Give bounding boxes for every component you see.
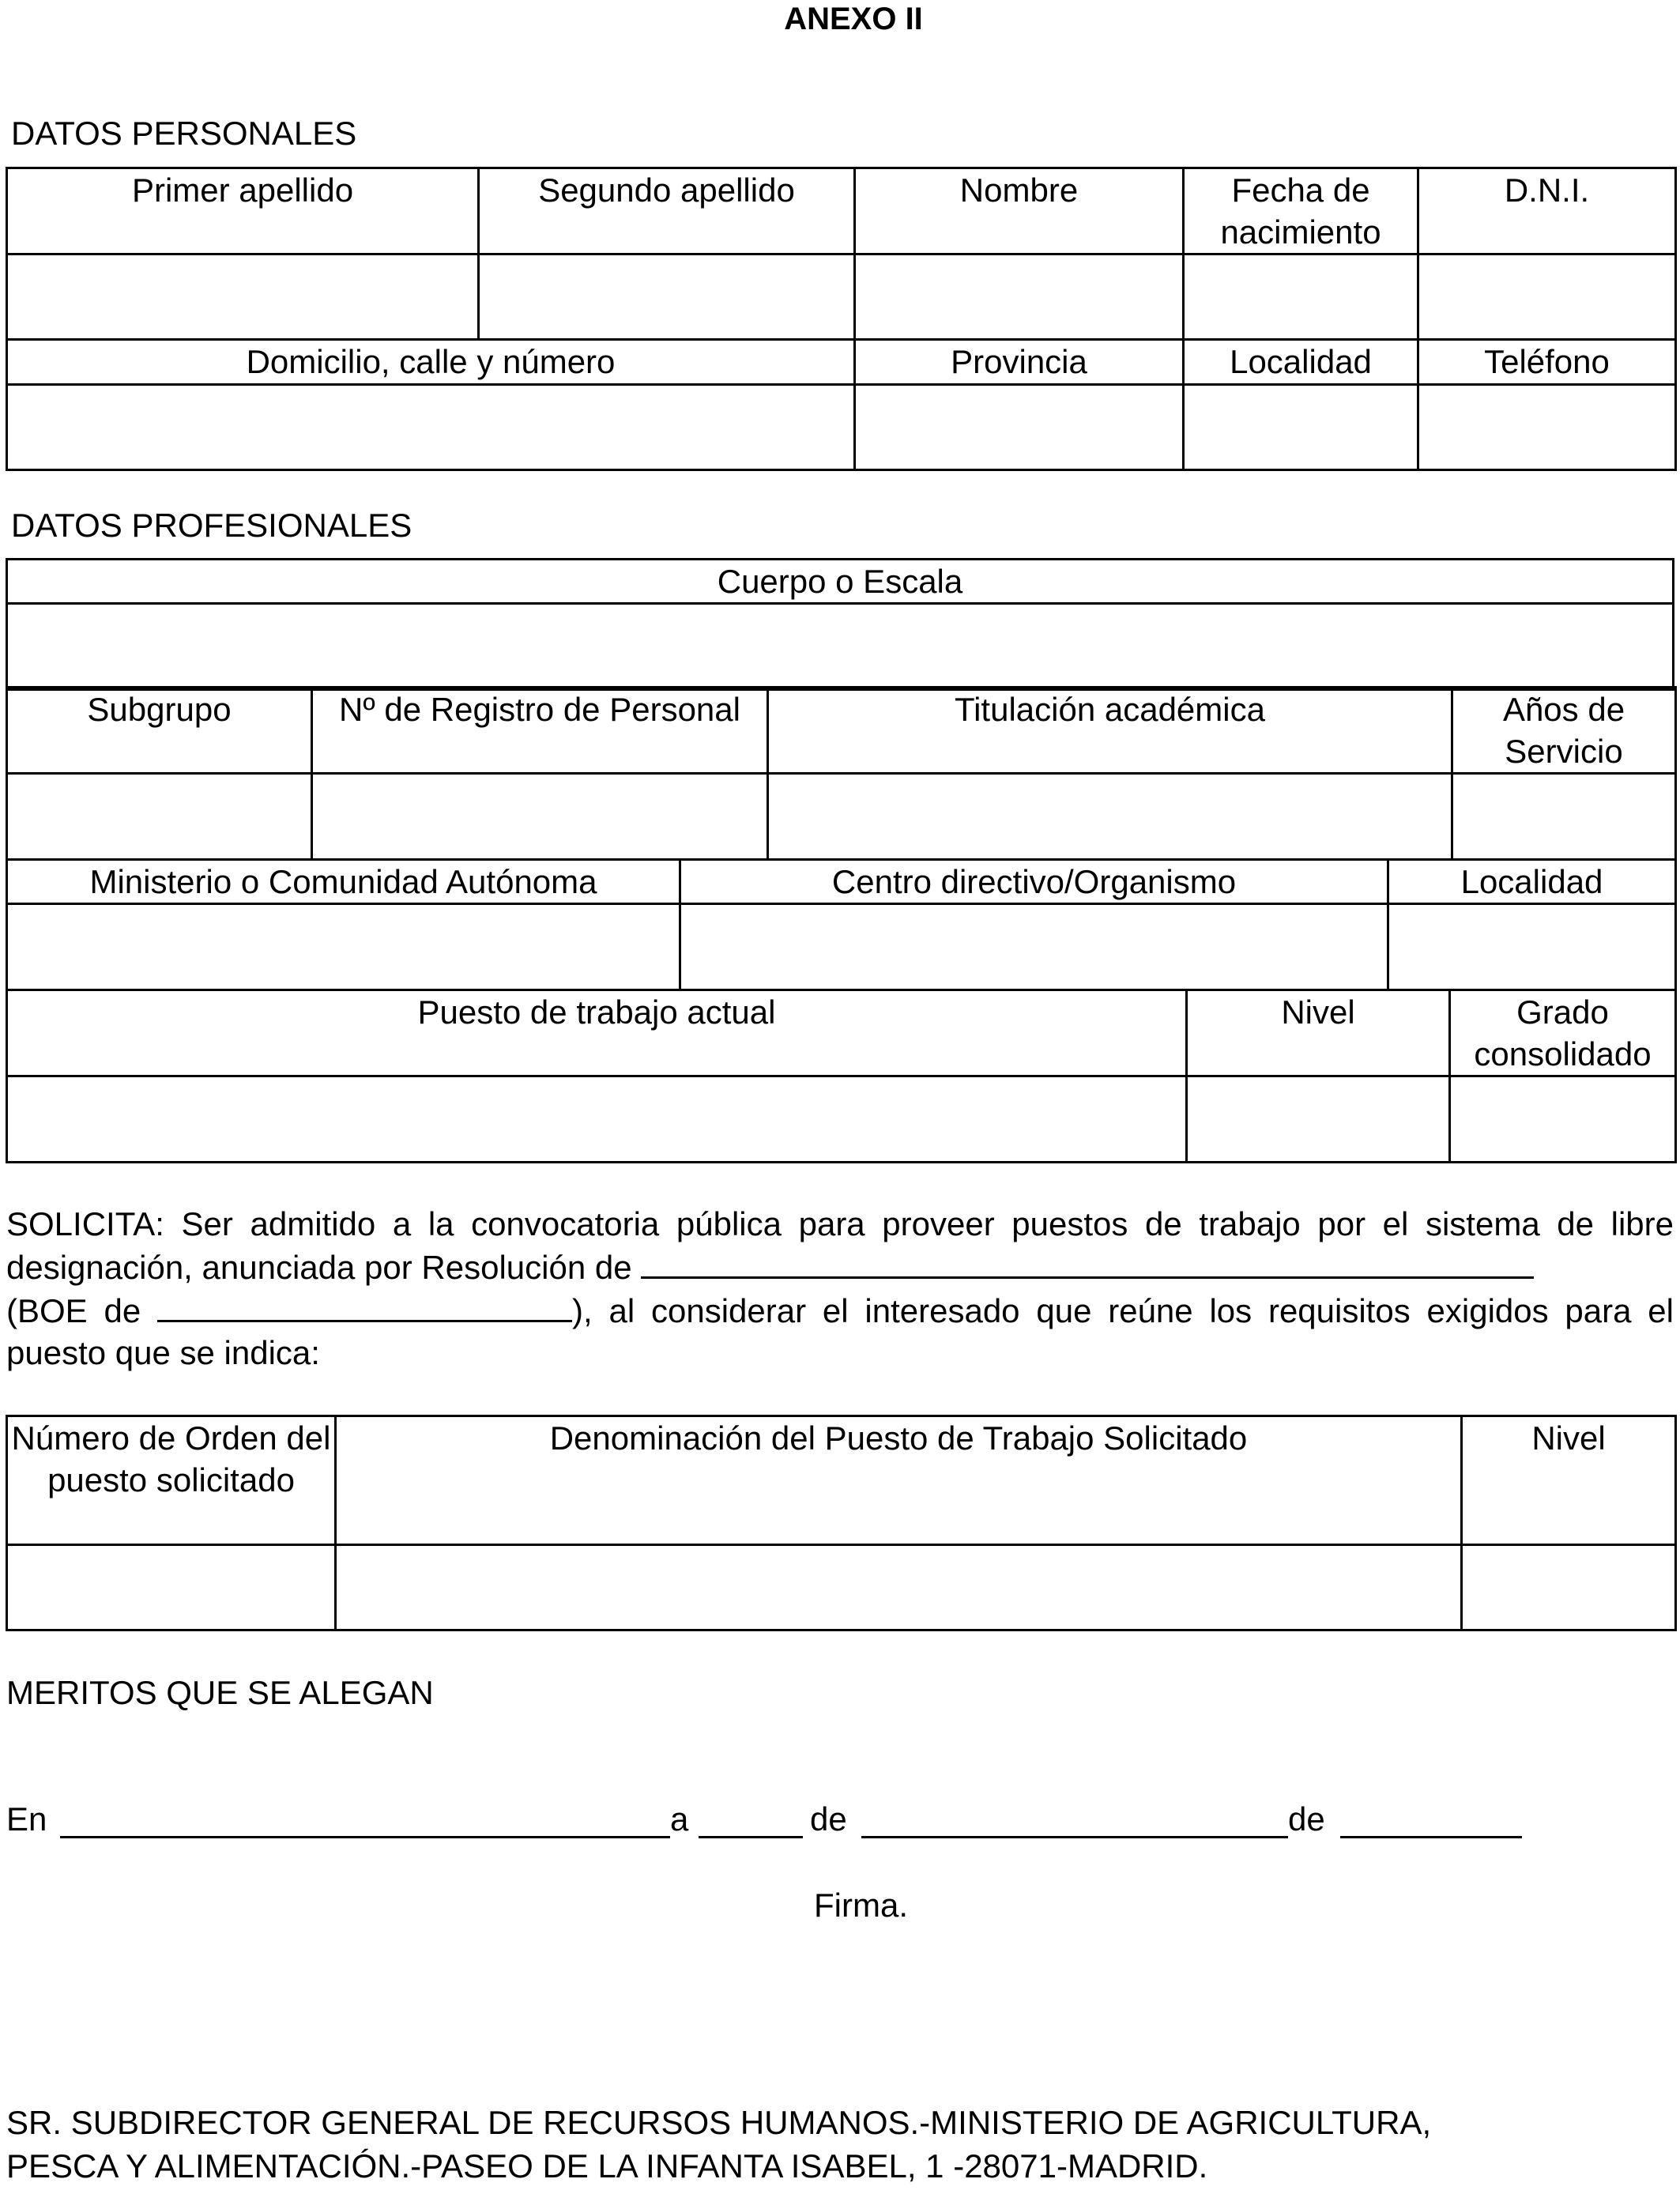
- meritos-heading: MERITOS QUE SE ALEGAN: [6, 1674, 434, 1711]
- field-telefono[interactable]: [1418, 385, 1676, 470]
- field-nivel-solicitado[interactable]: [1462, 1545, 1676, 1630]
- header-ministerio: Ministerio o Comunidad Autónoma: [7, 860, 680, 904]
- header-nivel-solicitado: Nivel: [1462, 1416, 1676, 1545]
- header-provincia: Provincia: [855, 340, 1184, 385]
- field-anos-servicio[interactable]: [1452, 774, 1676, 860]
- solicita-continuation: ), al considerar el interesado que reúne los requisitos exigidos para el puesto que se indica:: [6, 1292, 1674, 1371]
- field-segundo-apellido[interactable]: [479, 254, 855, 340]
- date-label-a: a: [670, 1800, 689, 1838]
- field-ministerio[interactable]: [7, 904, 680, 990]
- field-centro-directivo[interactable]: [680, 904, 1388, 990]
- field-fecha-nacimiento[interactable]: [1184, 254, 1418, 340]
- header-segundo-apellido: Segundo apellido: [479, 168, 855, 254]
- header-puesto-actual: Puesto de trabajo actual: [7, 990, 1187, 1076]
- boe-label: (BOE de: [6, 1292, 141, 1329]
- year-blank[interactable]: [1340, 1836, 1522, 1838]
- header-telefono: Teléfono: [1418, 340, 1676, 385]
- header-registro-personal: Nº de Registro de Personal: [312, 688, 768, 774]
- header-denominacion: Denominación del Puesto de Trabajo Solicitado: [336, 1416, 1462, 1545]
- footer-line-1: SR. SUBDIRECTOR GENERAL DE RECURSOS HUMANOS.-MINISTERIO DE AGRICULTURA,: [6, 2104, 1432, 2141]
- field-nivel-actual[interactable]: [1187, 1076, 1450, 1163]
- professional-ministerio-table: [6, 858, 1677, 991]
- field-domicilio[interactable]: [7, 385, 855, 470]
- header-titulacion: Titulación académica: [768, 688, 1452, 774]
- date-label-en: En: [6, 1800, 47, 1838]
- addressee-footer: [6, 2101, 1674, 2188]
- header-nombre: Nombre: [855, 168, 1184, 254]
- field-primer-apellido[interactable]: [7, 254, 479, 340]
- field-dni[interactable]: [1418, 254, 1676, 340]
- field-localidad-prof[interactable]: [1388, 904, 1676, 990]
- header-subgrupo: Subgrupo: [7, 688, 312, 774]
- requested-position-table: [6, 1415, 1677, 1631]
- header-nivel-actual: Nivel: [1187, 990, 1450, 1076]
- firma-label: Firma.: [814, 1887, 908, 1924]
- personal-data-table: [6, 167, 1677, 471]
- field-titulacion[interactable]: [768, 774, 1452, 860]
- footer-line-2: PESCA Y ALIMENTACIÓN.-PASEO DE LA INFANTA ISABEL, 1 -28071-MADRID.: [6, 2147, 1208, 2185]
- month-blank[interactable]: [861, 1836, 1288, 1838]
- date-label-de2: de: [1288, 1800, 1325, 1838]
- field-grado-consolidado[interactable]: [1450, 1076, 1676, 1163]
- header-anos-servicio: Años de Servicio: [1452, 688, 1676, 774]
- field-puesto-actual[interactable]: [7, 1076, 1187, 1163]
- header-localidad: Localidad: [1184, 340, 1418, 385]
- field-provincia[interactable]: [855, 385, 1184, 470]
- header-numero-orden: Número de Orden del puesto solicitado: [7, 1416, 336, 1545]
- solicita-text: SOLICITA: Ser admitido a la convocatoria pública para proveer puestos de trabajo por el sistema de libre designación, anunciada por Resolución de: [6, 1205, 1674, 1286]
- professional-subgrupo-table: [6, 686, 1677, 861]
- resolucion-blank[interactable]: [641, 1245, 1534, 1279]
- header-dni: D.N.I.: [1418, 168, 1676, 254]
- place-blank[interactable]: [60, 1836, 670, 1838]
- field-localidad[interactable]: [1184, 385, 1418, 470]
- date-label-de1: de: [810, 1800, 847, 1838]
- professional-puesto-table: [6, 989, 1677, 1163]
- boe-date-blank[interactable]: [157, 1288, 572, 1322]
- field-cuerpo-escala[interactable]: [7, 604, 1674, 690]
- header-cuerpo-escala: Cuerpo o Escala: [7, 560, 1674, 604]
- field-subgrupo[interactable]: [7, 774, 312, 860]
- field-registro-personal[interactable]: [312, 774, 768, 860]
- section-heading-profesionales: DATOS PROFESIONALES: [11, 507, 412, 544]
- header-fecha-nacimiento: Fecha de nacimiento: [1184, 168, 1418, 254]
- day-blank[interactable]: [699, 1836, 803, 1838]
- page-title: ANEXO II: [784, 2, 923, 36]
- field-numero-orden[interactable]: [7, 1545, 336, 1630]
- section-heading-personales: DATOS PERSONALES: [11, 115, 357, 152]
- solicita-paragraph: [6, 1203, 1674, 1374]
- header-domicilio: Domicilio, calle y número: [7, 340, 855, 385]
- header-centro-directivo: Centro directivo/Organismo: [680, 860, 1388, 904]
- field-denominacion[interactable]: [336, 1545, 1462, 1630]
- header-localidad-prof: Localidad: [1388, 860, 1676, 904]
- header-primer-apellido: Primer apellido: [7, 168, 479, 254]
- header-grado-consolidado: Grado consolidado: [1450, 990, 1676, 1076]
- field-nombre[interactable]: [855, 254, 1184, 340]
- professional-cuerpo-table: [6, 558, 1674, 691]
